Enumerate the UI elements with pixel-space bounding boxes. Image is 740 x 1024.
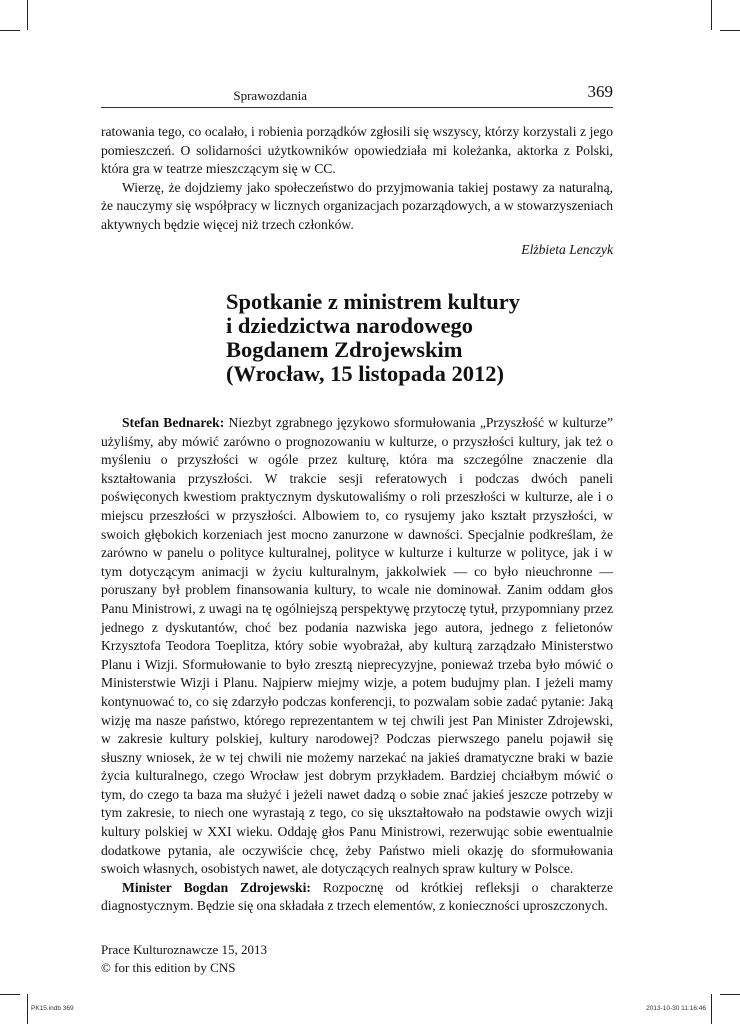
title-line: i dziedzictwa narodowego bbox=[226, 313, 474, 338]
crop-mark-top-right-horizontal bbox=[720, 30, 740, 31]
paragraph-zdrojewski bbox=[101, 879, 613, 916]
slug-file: PK15.indb 369 bbox=[31, 1005, 74, 1012]
previous-paragraph-1: ratowania tego, co ocalało, i robienia porządków zgłosili się wszyscy, którzy korzystali z jego pomieszczeń. O solidarności użytkowników opowiedziała mi koleżanka, aktorka z Polski, która gra w teatrze mieszczącym się w CC. bbox=[101, 124, 613, 177]
paragraph-text: Niezbyt zgrabnego językowo sformułowania „Przyszłość w kulturze” użyliśmy, aby mówić zarówno o prognozowaniu w kulturze, o przyszłości kultury, jak też o myśleniu o przyszłości w ogóle przez kulturę, która ma szczególne znaczenie dla kształtowania przyszłości. W trakcie sesji referatowych i podczas dwóch paneli poświęconych kwestiom praktycznym dyskutowaliśmy o roli przeszłości w kulturze, ale i o miejscu przeszłości w przyszłości. Albowiem to, co rysujemy jako kształt przyszłości, w swoich głębokich korzeniach jest mocno zanurzone w dawności. Specjalnie podkreślam, że zarówno w panelu o polityce kulturalnej, polityce w kulturze i kulturze w polityce, jak i w tym dotyczącym animacji w życiu kulturalnym, jakkolwiek — co było nieuchronne — poruszany był problem finansowania kultury, to wcale nie dominował. Zanim oddam głos Panu Ministrowi, z uwagi na tę ogólniejszą perspektywę przytoczę tytuł, przypomniany przez jednego z dyskutantów, choć bez podania nazwiska jego autora, jednego z felietonów Krzysztofa Teodora Toeplitza, który sobie wyobrażał, aby kulturą zarządzało Ministerstwo Planu i Wizji. Sformułowanie to było zresztą nieprecyzyjne, ponieważ trzeba było mówić o Ministerstwie Wizji i Planu. Najpierw miejmy wizje, a potem budujmy plan. I jeżeli mamy kontynuować to, co się zdarzyło podczas konferencji, to pozwalam sobie zadać pytanie: Jaką wizję ma nasze państwo, którego reprezentantem w tej chwili jest Pan Minister Zdrojewski, w zakresie kultury polskiej, kultury narodowej? Podczas pierwszego panelu pojawił się słuszny wniosek, że w tej chwili nie możemy narzekać na jakieś dramatyczne braki w bazie życia kulturalnego, czego Wrocław jest dobrym przykładem. Bardziej chciałbym mówić o tym, do czego ta baza ma służyć i jeżeli nawet dadzą o sobie znać jakieś jeszcze potrzeby w tym zakresie, to niech one wyrastają z tego, co się ukształtowało na podstawie owych wizji kultury polskiej w XXI wieku. Oddaję głos Panu Ministrowi, rezerwując sobie ewentualnie dodatkowe pytania, ale oczywiście chcę, żeby Państwo mieli okazję do sformułowania swoich własnych, osobistych nawet, ale dotyczących realnych spraw kultury w Polsce. bbox=[101, 415, 613, 877]
speaker-name: Stefan Bednarek: bbox=[122, 415, 225, 430]
page-footer bbox=[101, 941, 267, 977]
crop-mark-bottom-right-vertical bbox=[711, 994, 712, 1024]
title-line: Spotkanie z ministrem kultury bbox=[226, 289, 520, 314]
paragraph-bednarek bbox=[101, 414, 613, 879]
speaker-name: Minister Bogdan Zdrojewski: bbox=[122, 879, 311, 895]
journal-citation: Prace Kulturoznawcze 15, 2013 bbox=[101, 942, 268, 957]
previous-section-text bbox=[101, 123, 613, 235]
crop-mark-top-left-horizontal bbox=[0, 30, 20, 31]
previous-paragraph-2: Wierzę, że dojdziemy jako społeczeństwo do przyjmowania takiej postawy za naturalną, że nauczymy się współpracy w licznych organizacjach pozarządowych, a w stowarzyszeniach aktywnych będzie więcej niż trzech członków. bbox=[101, 179, 613, 232]
header-rule bbox=[101, 107, 613, 108]
section-author: Elżbieta Lenczyk bbox=[521, 242, 613, 257]
page-number: 369 bbox=[587, 82, 613, 101]
crop-mark-top-left-vertical bbox=[27, 0, 28, 30]
crop-mark-bottom-left-vertical bbox=[27, 994, 28, 1024]
crop-mark-top-right-vertical bbox=[711, 0, 712, 30]
title-line: Bogdanem Zdrojewskim bbox=[226, 337, 463, 362]
crop-mark-bottom-right-horizontal bbox=[720, 994, 740, 995]
running-head: Sprawozdania bbox=[233, 88, 307, 103]
article-body bbox=[101, 414, 613, 916]
copyright-notice: © for this edition by CNS bbox=[101, 960, 236, 975]
paragraph-text: Rozpocznę od krótkiej refleksji o charakterze diagnostycznym. Będzie się ona składała z trzech elementów, z konieczności uproszczonych. bbox=[101, 879, 613, 914]
title-line: (Wrocław, 15 listopada 2012) bbox=[226, 361, 504, 386]
crop-mark-bottom-left-horizontal bbox=[0, 994, 20, 995]
article-title bbox=[226, 290, 616, 386]
slug-timestamp: 2013-10-30 11:16:46 bbox=[646, 1005, 706, 1012]
